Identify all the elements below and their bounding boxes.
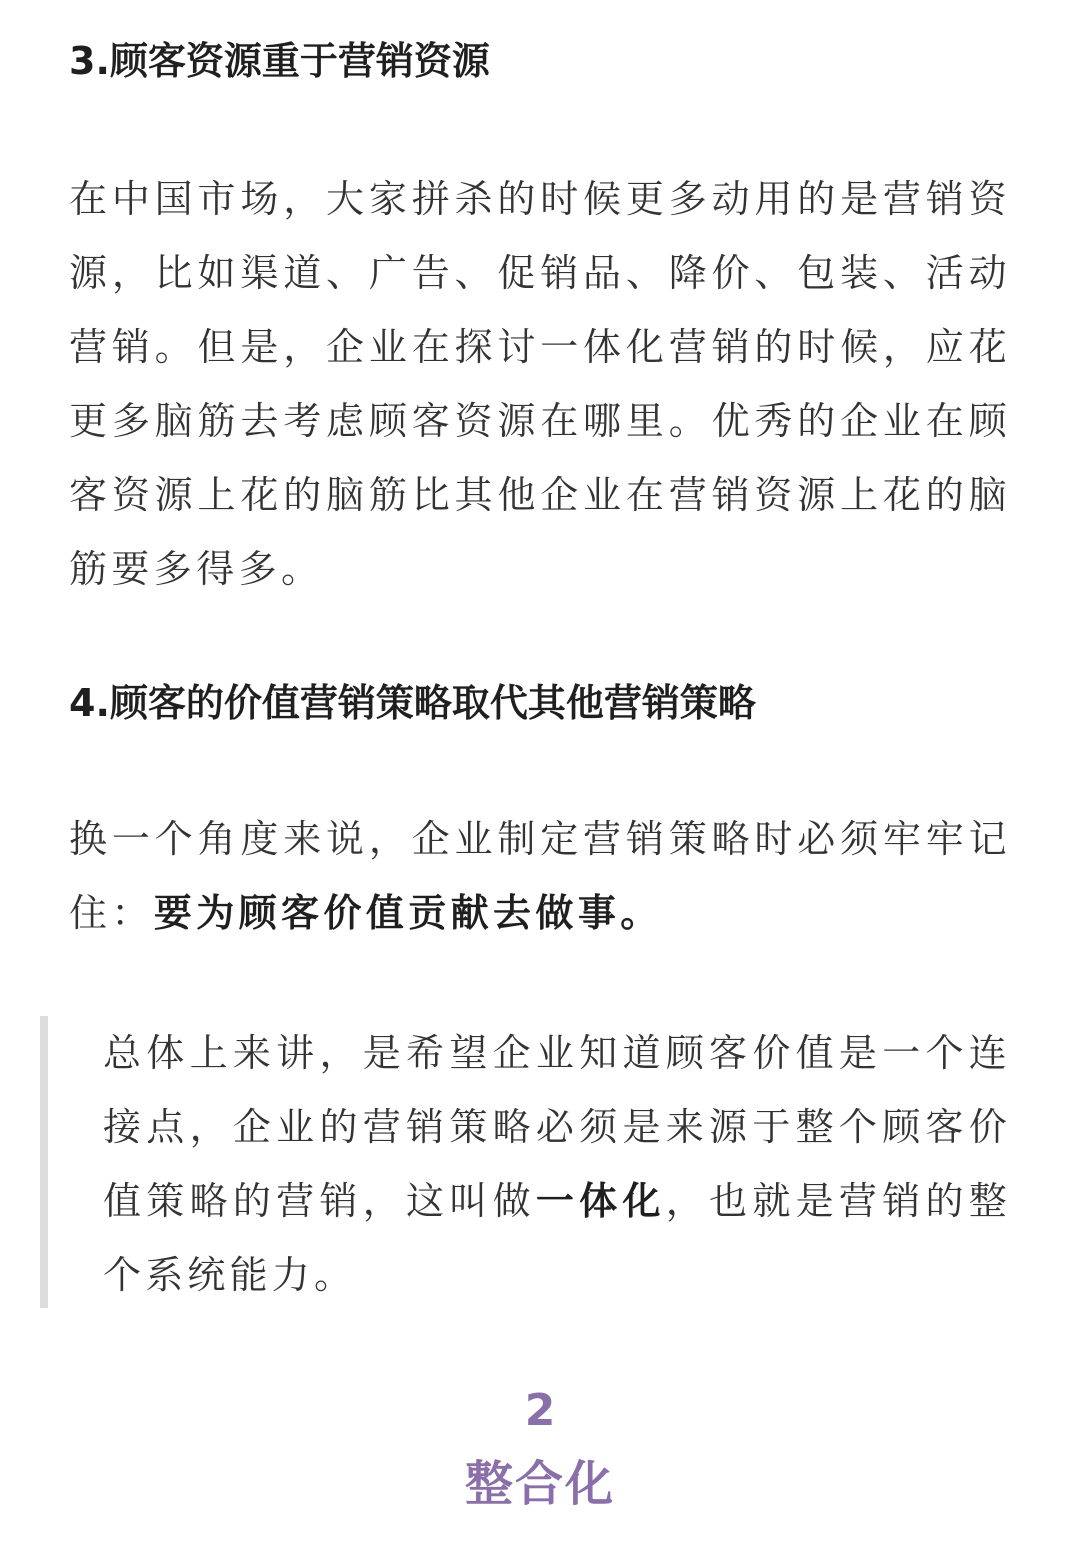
blockquote-emphasis: 一体化	[535, 1179, 666, 1223]
next-section-title: 整合化	[464, 1456, 615, 1512]
section-4-paragraph-lead: 换一个角度来说，企业制定营销策略时必须牢牢记住：	[69, 817, 1011, 935]
blockquote-text-before: 总体上来讲，是希望企业知道顾客价值是一个连接点，企业的营销策略必须是来源于整个顾客价值策略的营销，这叫做	[103, 1031, 1011, 1223]
next-section-number: 2	[524, 1385, 556, 1436]
blockquote-text-after: ，也就是营销的整个系统能力。	[103, 1179, 1011, 1297]
section-4-paragraph	[69, 802, 1011, 950]
section-4-paragraph-emphasis: 要为顾客价值贡献去做事。	[153, 891, 663, 935]
blockquote-text	[103, 1016, 1011, 1312]
blockquote	[40, 1016, 1012, 1308]
blockquote-bar	[40, 1016, 48, 1308]
section-3-heading: 3.顾客资源重于营销资源	[69, 39, 490, 83]
section-4-heading: 4.顾客的价值营销策略取代其他营销策略	[69, 681, 756, 725]
section-3-paragraph: 在中国市场，大家拼杀的时候更多动用的是营销资源，比如渠道、广告、促销品、降价、包装、活动营销。但是，企业在探讨一体化营销的时候，应花更多脑筋去考虑顾客资源在哪里。优秀的企业在顾客资源上花的脑筋比其他企业在营销资源上花的脑筋要多得多。	[69, 177, 1011, 591]
